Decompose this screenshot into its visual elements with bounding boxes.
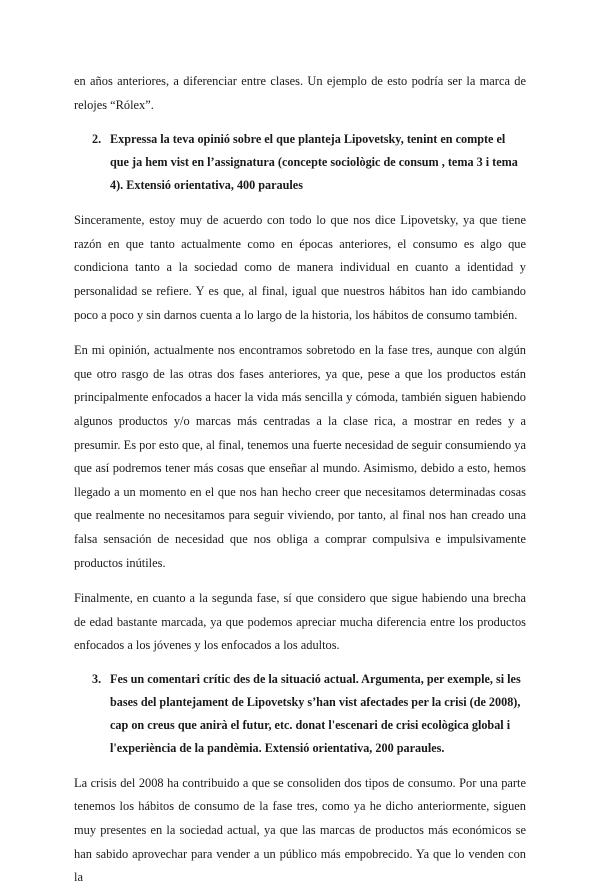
document-content bbox=[74, 70, 526, 890]
answer-3-paragraph-1: La crisis del 2008 ha contribuido a que se consoliden dos tipos de consumo. Por una parte tenemos los hábitos de consumo de la fase tres, como ya he dicho anteriormente, siguen muy presentes en la sociedad actual, ya que las marcas de productos más económicos se han sabido aprovechar para vender a un público más empobrecido. Ya que lo venden con la bbox=[74, 775, 526, 885]
paragraph-continuation: en años anteriores, a diferenciar entre clases. Un ejemplo de esto podría ser la marca de relojes “Rólex”. bbox=[74, 74, 526, 112]
question-3-number: 3. bbox=[92, 671, 102, 686]
answer-2-paragraph-1: Sinceramente, estoy muy de acuerdo con todo lo que nos dice Lipovetsky, ya que tiene razón en que tanto actualmente como en épocas anteriores, el consumo es algo que condiciona tanto a la sociedad como de manera individual en cuanto a identidad y personalidad se refiere. Y es que, al final, igual que nuestros hábitos han ido cambiando poco a poco y sin darnos cuenta a lo largo de la historia, los hábitos de consumo también. bbox=[74, 213, 526, 322]
question-2 bbox=[92, 128, 526, 197]
answer-2-paragraph-3: Finalmente, en cuanto a la segunda fase, sí que considero que sigue habiendo una brecha de edad bastante marcada, ya que podemos apreciar mucha diferencia entre los productos enfocados a los jóvenes y los enfocados a los adultos. bbox=[74, 591, 526, 653]
answer-2-paragraph-2: En mi opinión, actualmente nos encontramos sobretodo en la fase tres, aunque con algún que otro rasgo de las otras dos fases anteriores, ya que, pese a que los productos están principalmente enfocados a hacer la vida más sencilla y cómoda, también siguen habiendo algunos productos y/o marcas más centradas a la clase rica, a mostrar en redes y a presumir. Es por esto que, al final, tenemos una fuerte necesidad de seguir consumiendo ya que así podremos tener más cosas que enseñar al mundo. Asimismo, debido a esto, hemos llegado a un momento en el que nos han hecho creer que necesitamos determinadas cosas que realmente no necesitamos para seguir viviendo, por tanto, al final nos han creado una falsa sensación de necesidad que nos obliga a comprar compulsiva e impulsivamente productos inútiles. bbox=[74, 343, 526, 570]
question-3-text: Fes un comentari crític des de la situació actual. Argumenta, per exemple, si les bases del plantejament de Lipovetsky s’han vist afectades per la crisi (de 2008), cap on creus que anirà el futur, etc. donat l'escenari de crisi ecològica global i l'experiència de la pandèmia. Extensió orientativa, 200 paraules. bbox=[110, 671, 521, 755]
question-2-number: 2. bbox=[92, 132, 102, 147]
question-3 bbox=[92, 668, 526, 760]
question-2-text: Expressa la teva opinió sobre el que planteja Lipovetsky, tenint en compte el que ja hem vist en l’assignatura (concepte sociològic de consum , tema 3 i tema 4). Extensió orientativa, 400 paraules bbox=[110, 132, 518, 193]
